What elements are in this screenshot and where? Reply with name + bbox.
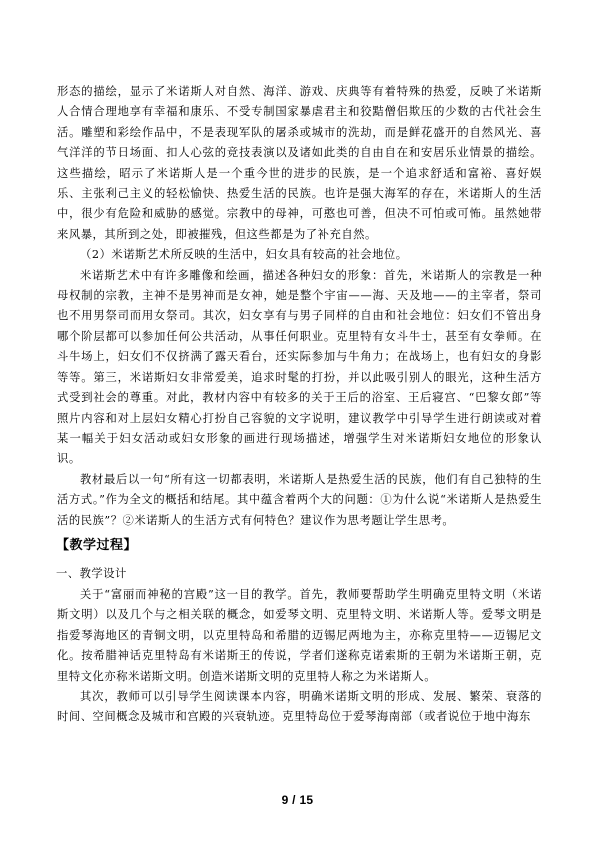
page-content	[57, 82, 542, 728]
paragraph-conclusion: 教材最后以一句“所有这一切都表明，米诺斯人是热爱生活的民族，他们有自己独特的生活方式。”作为全文的概括和结尾。其中蕴含着两个大的问题：①为什么说“米诺斯人是热爱生活的民族”？②米诺斯人的生活方式有何特色？建议作为思考题让学生思考。	[57, 472, 542, 527]
paragraph-women-status: 米诺斯艺术中有许多雕像和绘画，描述各种妇女的形象：首先，米诺斯人的宗教是一种母权制的宗教，主神不是男神而是女神，她是整个宇宙——海、天及地——的主宰者，祭司也不用男祭司而用女祭司。其次，妇女享有与男子同样的自由和社会地位：妇女们不管出身哪个阶层都可以参加任何公共活动，从事任何职业。克里特有女斗牛士，甚至有女拳师。在斗牛场上，妇女们不仅挤满了露天看台，还实际参加与牛角力；在战场上，也有妇女的身影等等。第三，米诺斯妇女非常爱美，追求时髦的打扮，并以此吸引别人的眼光，这种生活方式受到社会的尊重。对此，教材内容中有较多的关于王后的浴室、王后寝宫、“巴黎女郎”等照片内容和对上层妇女精心打扮自己容貌的文字说明，建议教学中引导学生进行朗读或对着某一幅关于妇女活动或妇女形象的画进行现场描述，增强学生对米诺斯妇女地位的形象认识。	[57, 268, 542, 466]
subsection-heading: 一、教学设计	[56, 566, 127, 580]
page-number: 9 / 15	[281, 793, 314, 807]
paragraph-reading-guide: 其次，教师可以引导学生阅读课本内容，明确米诺斯文明的形成、发展、繁荣、衰落的时间、空间概念及城市和宫殿的兴衰轨迹。克里特岛位于爱琴海南部（或者说位于地中海东	[57, 689, 542, 724]
paragraph-point-2-title: （2）米诺斯艺术所反映的生活中，妇女具有较高的社会地位。	[80, 248, 408, 262]
section-heading: 【教学过程】	[56, 537, 138, 553]
paragraph-palace-teaching: 关于“富丽而神秘的宫殿”这一目的教学。首先，教师要帮助学生明确克里特文明（米诺斯文明）以及几个与之相关联的概念，如爱琴文明、克里特文明、米诺斯人等。爱琴文明是指爱琴海地区的青铜文明，以克里特岛和希腊的迈锡尼两地为主，亦称克里特——迈锡尼文化。按希腊神话克里特岛有米诺斯王的传说，学者们遂称克诺索斯的王朝为米诺斯王朝，克里特文化亦称米诺斯文明。创造米诺斯文明的克里特人称之为米诺斯人。	[57, 587, 542, 683]
paragraph-minoan-love-of-life: 形态的描绘，显示了米诺斯人对自然、海洋、游戏、庆典等有着特殊的热爱，反映了米诺斯人合情合理地享有幸福和康乐、不受专制国家暴虐君主和狡黠僧侣欺压的少数的古代社会生活。雕塑和彩绘作品中，不是表现军队的屠杀或城市的洗劫，而是鲜花盛开的自然风光、喜气洋洋的节日场面、扣人心弦的竞技表演以及诸如此类的自由自在和安居乐业情景的描绘。这些描绘，昭示了米诺斯人是一个重今世的进步的民族，是一个追求舒适和富裕、喜好娱乐、主张利己主义的轻松愉快、热爱生活的民族。也许是强大海军的存在，米诺斯人的生活中，很少有危险和威胁的感觉。宗教中的母神，可憨也可善，但决不可怕或可怖。虽然她带来风暴，其所到之处，即被摧残，但这些都是为了补充自然。	[57, 85, 542, 241]
